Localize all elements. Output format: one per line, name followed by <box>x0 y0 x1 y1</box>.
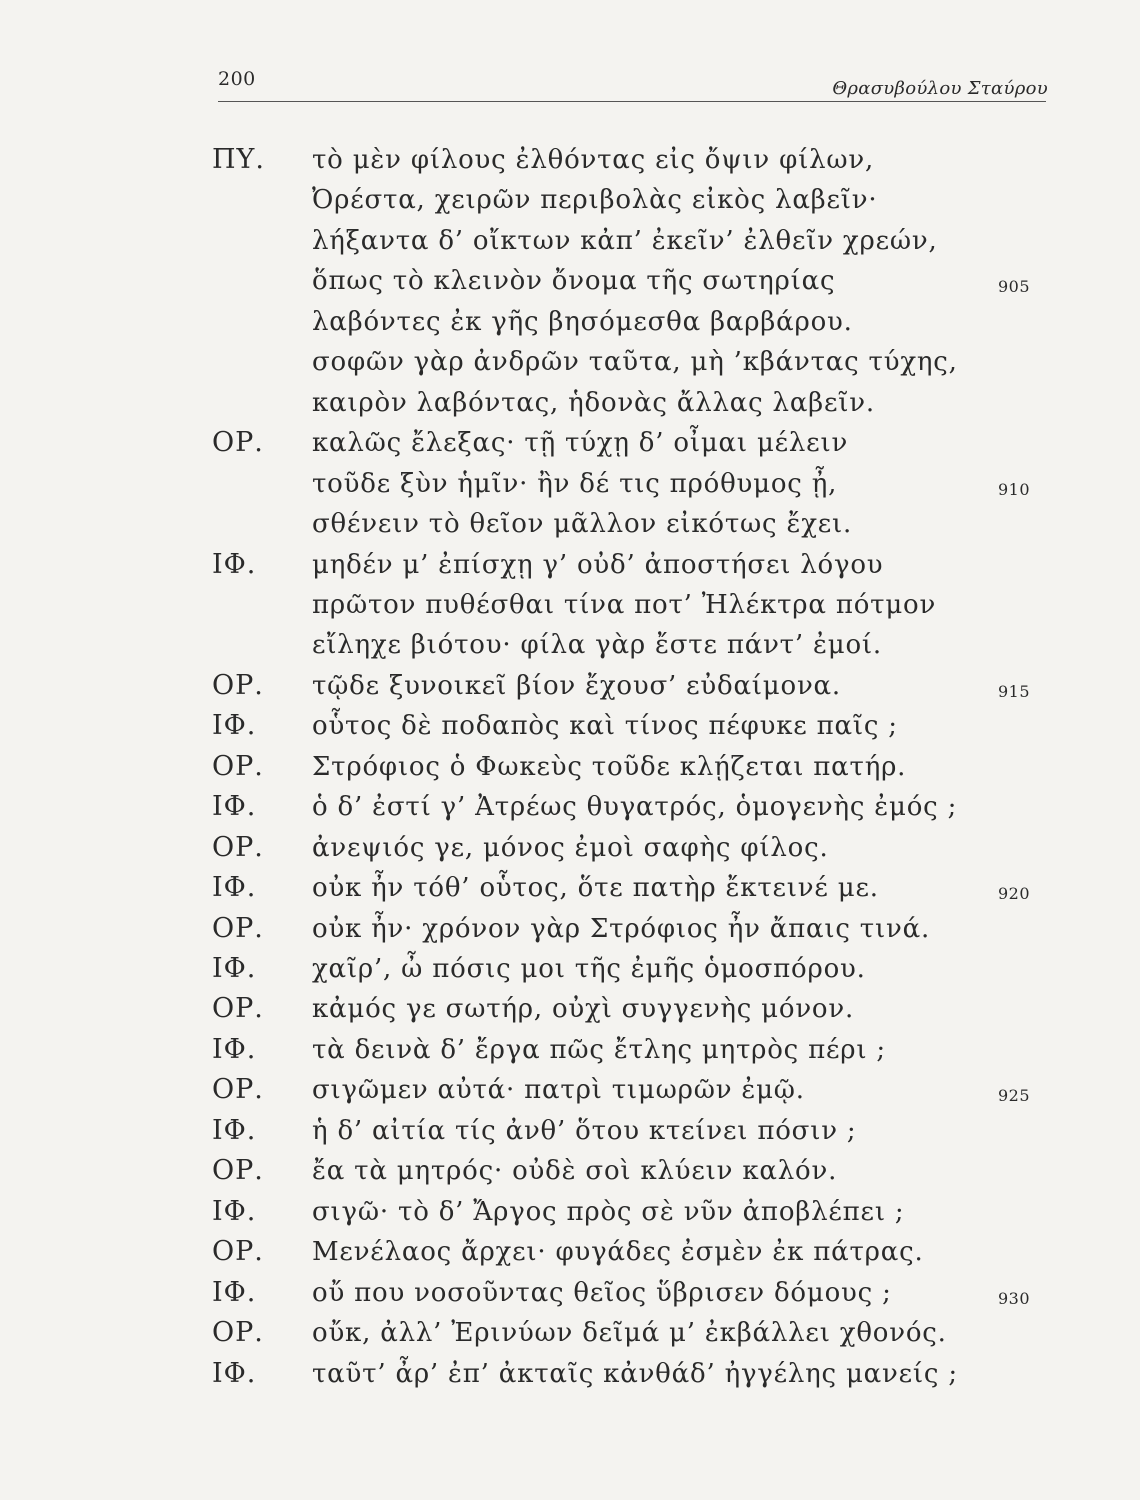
speaker-label: ΟΡ. <box>212 1236 264 1268</box>
speaker-label: ΙΦ. <box>212 791 257 823</box>
verse-line <box>0 949 1140 989</box>
verse-text: σιγῶμεν αὐτά· πατρὶ τιμωρῶν ἐμῷ. <box>312 1075 805 1106</box>
verse-line <box>0 909 1140 949</box>
verse-line <box>0 1070 1140 1110</box>
line-number: 915 <box>998 681 1031 701</box>
page-number: 200 <box>218 68 256 90</box>
speaker-label: ΙΦ. <box>212 1033 257 1065</box>
verse-line <box>0 747 1140 787</box>
speaker-label: ΟΡ. <box>212 1155 264 1187</box>
verse-line <box>0 342 1140 382</box>
verse-text: ὅπως τὸ κλεινὸν ὄνομα τῆς σωτηρίας <box>312 266 836 297</box>
verse-text: λήξαντα δ’ οἴκτων κἀπ’ ἐκεῖν’ ἐλθεῖν χρεών, <box>312 225 938 256</box>
verse-line <box>0 464 1140 504</box>
speaker-label: ΟΡ. <box>212 831 264 863</box>
verse-text: ὁ δ’ ἐστί γ’ Ἀτρέως θυγατρός, ὁμογενὴς ἐμός ; <box>312 792 958 823</box>
verse-line <box>0 828 1140 868</box>
verse-text: Στρόφιος ὁ Φωκεὺς τοῦδε κλῄζεται πατήρ. <box>312 751 907 782</box>
verse-text: ἡ δ’ αἰτία τίς ἀνθ’ ὅτου κτείνει πόσιν ; <box>312 1115 857 1146</box>
verse-text: κἀμός γε σωτήρ, οὐχὶ συγγενὴς μόνον. <box>312 994 855 1025</box>
verse-text: πρῶτον πυθέσθαι τίνα ποτ’ Ἠλέκτρα πότμον <box>312 589 937 620</box>
verse-line <box>0 261 1140 301</box>
verse-line <box>0 1354 1140 1394</box>
verse-text: σιγῶ· τὸ δ’ Ἄργος πρὸς σὲ νῦν ἀποβλέπει ; <box>312 1196 905 1227</box>
verse-text: χαῖρ’, ὦ πόσις μοι τῆς ἐμῆς ὁμοσπόρου. <box>312 954 866 984</box>
line-number: 910 <box>998 479 1031 499</box>
speaker-label: ΙΦ. <box>212 1195 257 1227</box>
verse-text: σθένειν τὸ θεῖον μᾶλλον εἰκότως ἔχει. <box>312 509 853 540</box>
verse-line <box>0 545 1140 585</box>
verse-text: οὐκ ἦν τόθ’ οὗτος, ὅτε πατὴρ ἔκτεινέ με. <box>312 873 879 904</box>
verse-text: μηδέν μ’ ἐπίσχῃ γ’ οὐδ’ ἀποστήσει λόγου <box>312 549 884 580</box>
verse-text: οὗτος δὲ ποδαπὸς καὶ τίνος πέφυκε παῖς ; <box>312 711 898 742</box>
verse-line <box>0 221 1140 261</box>
verse-text: λαβόντες ἐκ γῆς βησόμεσθα βαρβάρου. <box>312 306 853 337</box>
verse-line <box>0 1313 1140 1353</box>
line-number: 905 <box>998 277 1031 297</box>
verse-text: τὰ δεινὰ δ’ ἔργα πῶς ἔτλης μητρὸς πέρι ; <box>312 1034 886 1065</box>
speaker-label: ΙΦ. <box>212 1114 257 1146</box>
verse-line <box>0 383 1140 423</box>
verse-line <box>0 423 1140 463</box>
speaker-label: ΠΥ. <box>212 144 265 175</box>
speaker-label: ΟΡ. <box>212 1074 264 1106</box>
verse-text: ταῦτ’ ἆρ’ ἐπ’ ἀκταῖς κἀνθάδ’ ἠγγέλης μανείς ; <box>312 1358 958 1389</box>
verse-text: οὔ που νοσοῦντας θεῖος ὕβρισεν δόμους ; <box>312 1277 892 1308</box>
line-number: 925 <box>998 1086 1031 1106</box>
verse-text: οὐκ ἦν· χρόνον γὰρ Στρόφιος ἦν ἄπαις τινά. <box>312 913 931 944</box>
speaker-label: ΟΡ. <box>212 427 264 459</box>
page-header <box>218 64 1048 104</box>
speaker-label: ΙΦ. <box>212 1276 257 1308</box>
verse-line <box>0 504 1140 544</box>
verse-line <box>0 180 1140 220</box>
speaker-label: ΙΦ. <box>212 953 257 984</box>
verse-line <box>0 989 1140 1029</box>
verse-line <box>0 302 1140 342</box>
line-number: 920 <box>998 884 1031 904</box>
verse-line <box>0 868 1140 908</box>
verse-line <box>0 585 1140 625</box>
verse-text: ἀνεψιός γε, μόνος ἐμοὶ σαφὴς φίλος. <box>312 832 829 863</box>
verse-line <box>0 1151 1140 1191</box>
verse-line <box>0 625 1140 665</box>
verse-text: σοφῶν γὰρ ἀνδρῶν ταῦτα, μὴ ’κβάντας τύχης, <box>312 347 958 378</box>
header-rule <box>218 101 1046 102</box>
verse-text: τῷδε ξυνοικεῖ βίον ἔχουσ’ εὐδαίμονα. <box>312 670 841 701</box>
verse-text: οὔκ, ἀλλ’ Ἐρινύων δεῖμά μ’ ἐκβάλλει χθονός. <box>312 1318 947 1349</box>
verse-line <box>0 666 1140 706</box>
verse-line <box>0 1030 1140 1070</box>
verse-text: τὸ μὲν φίλους ἐλθόντας εἰς ὄψιν φίλων, <box>312 145 875 175</box>
line-number: 930 <box>998 1288 1031 1308</box>
verse-text: καλῶς ἔλεξας· τῇ τύχῃ δ’ οἶμαι μέλειν <box>312 428 849 459</box>
verse-text: τοῦδε ξὺν ἡμῖν· ἢν δέ τις πρόθυμος ᾖ, <box>312 468 838 499</box>
verse-line <box>0 1273 1140 1313</box>
speaker-label: ΟΡ. <box>212 912 264 944</box>
speaker-label: ΟΡ. <box>212 750 264 782</box>
running-head: Θρασυβούλου Σταύρου <box>832 78 1048 99</box>
verse-line <box>0 1192 1140 1232</box>
speaker-label: ΙΦ. <box>212 1357 257 1389</box>
verse-line <box>0 140 1140 180</box>
verse-text: εἴληχε βιότου· φίλα γὰρ ἔστε πάντ’ ἐμοί. <box>312 630 882 661</box>
verse-line <box>0 1232 1140 1272</box>
verse-line <box>0 1111 1140 1151</box>
speaker-label: ΟΡ. <box>212 1317 264 1349</box>
speaker-label: ΙΦ. <box>212 710 257 742</box>
speaker-label: ΟΡ. <box>212 669 264 701</box>
speaker-label: ΟΡ. <box>212 993 264 1025</box>
verse-text: καιρὸν λαβόντας, ἡδονὰς ἄλλας λαβεῖν. <box>312 387 875 418</box>
verse-text: Ὀρέστα, χειρῶν περιβολὰς εἰκὸς λαβεῖν· <box>312 185 878 216</box>
verse-line <box>0 787 1140 827</box>
verse-text: ἔα τὰ μητρός· οὐδὲ σοὶ κλύειν καλόν. <box>312 1156 838 1187</box>
verse-line <box>0 706 1140 746</box>
speaker-label: ΙΦ. <box>212 872 257 904</box>
speaker-label: ΙΦ. <box>212 548 257 580</box>
verse-text: Μενέλαος ἄρχει· φυγάδες ἐσμὲν ἐκ πάτρας. <box>312 1237 924 1268</box>
